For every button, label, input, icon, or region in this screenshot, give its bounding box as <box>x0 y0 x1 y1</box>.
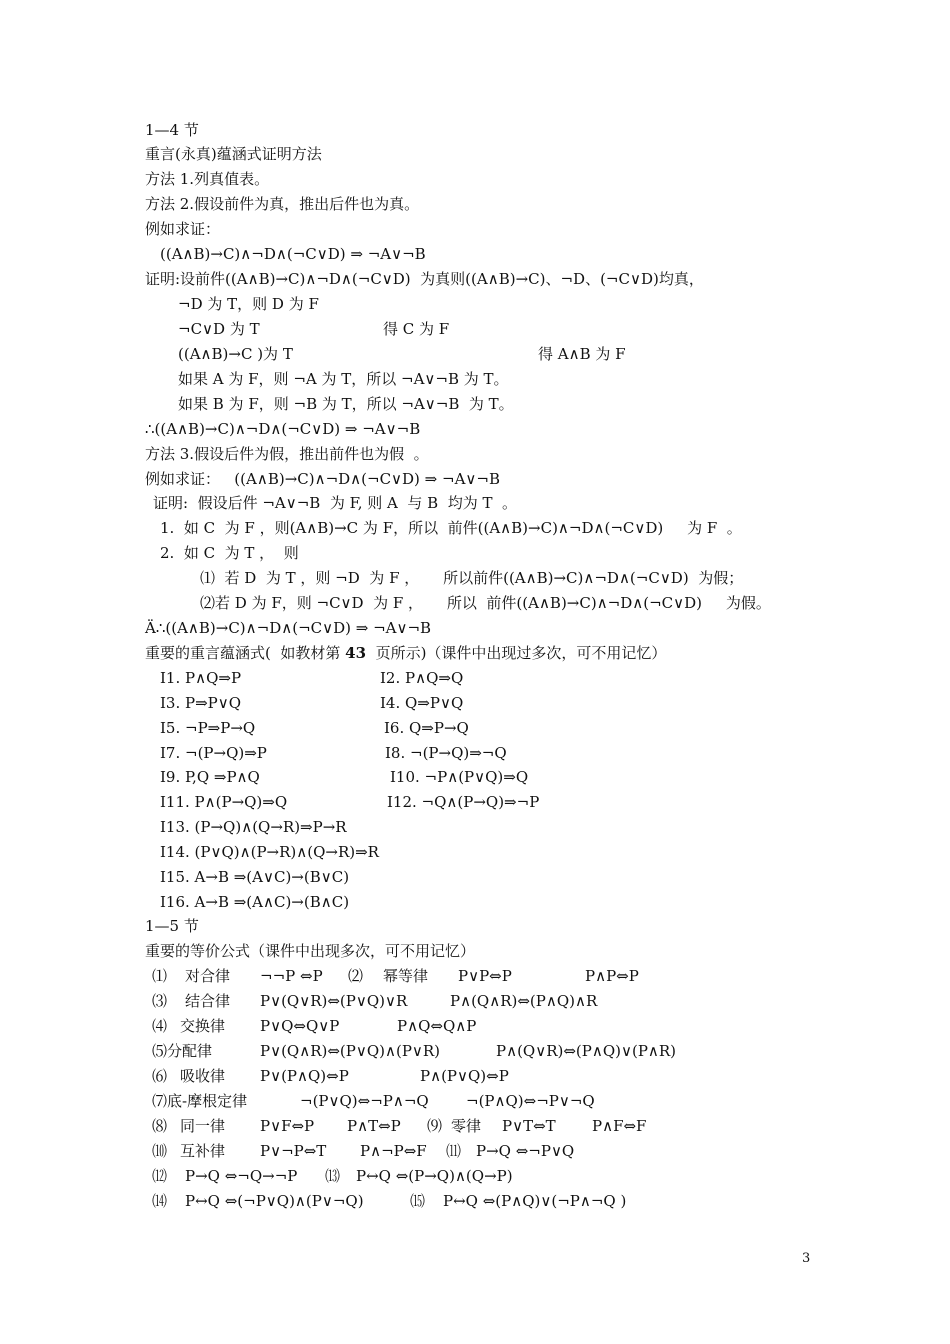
law-name: 结合律 <box>185 992 231 1010</box>
implication-item: I10. ¬P∧(P∨Q)⇒Q <box>390 768 529 786</box>
implication-item: I4. Q⇒P∨Q <box>380 694 464 712</box>
law-number: ⒂ <box>410 1192 426 1210</box>
implication-item: I9. P,Q ⇒P∧Q <box>160 768 260 786</box>
implication-item: I1. P∧Q⇒P <box>160 669 242 687</box>
conclusion-line: Ä∴((A∧B)→C)∧¬D∧(¬C∨D) ⇒ ¬A∨¬B <box>145 619 432 637</box>
law-formula: P∧T⇔P <box>347 1117 401 1135</box>
law-formula: P∨T⇔T <box>502 1117 556 1135</box>
method-2: 方法 2.假设前件为真，推出后件也为真。 <box>145 195 420 213</box>
law-formula: P→Q ⇔¬Q→¬P <box>185 1167 298 1185</box>
law-formula: P∨(P∧Q)⇔P <box>260 1067 349 1085</box>
proof-step: ¬C∨D 为 T <box>178 320 260 338</box>
law-formula: ¬(P∨Q)⇔¬P∧¬Q <box>300 1092 429 1110</box>
equivalences-heading: 重要的等价公式（课件中出现多次，可不用记忆） <box>145 942 476 960</box>
law-formula: P∧Q⇔Q∧P <box>397 1017 477 1035</box>
law-name: 互补律 <box>180 1142 226 1160</box>
law-name: 交换律 <box>180 1017 226 1035</box>
law-formula: ¬(P∧Q)⇔¬P∨¬Q <box>466 1092 595 1110</box>
law-formula: P↔Q ⇔(¬P∨Q)∧(P∨¬Q) <box>185 1192 364 1210</box>
law-formula: P∧¬P⇔F <box>360 1142 427 1160</box>
law-name: 对合律 <box>185 967 231 985</box>
proof-line: 证明: 假设后件 ¬A∨¬B 为 F, 则 A 与 B 均为 T 。 <box>153 494 518 512</box>
section-heading-1-5: 1—5 节 <box>145 917 199 935</box>
proof-step: 如果 B 为 F，则 ¬B 为 T，所以 ¬A∨¬B 为 T。 <box>178 395 514 413</box>
implication-item: I3. P⇒P∨Q <box>160 694 242 712</box>
proof-step: ¬D 为 T，则 D 为 F <box>178 295 319 313</box>
law-formula: P∧(P∨Q)⇔P <box>420 1067 509 1085</box>
implication-item: I6. Q⇒P→Q <box>384 719 469 737</box>
implication-item: I14. (P∨Q)∧(P→R)∧(Q→R)⇒R <box>160 843 379 861</box>
sub-case-item: ⑴ 若 D 为 T ，则 ¬D 为 F ， 所以前件((A∧B)→C)∧¬D∧(¬C∨D) 为假； <box>200 569 744 587</box>
law-formula: P→Q ⇔¬P∨Q <box>476 1142 575 1160</box>
law-name: ⑺底-摩根定律 <box>152 1092 248 1110</box>
law-formula: P∨(Q∧R)⇔(P∨Q)∧(P∨R) <box>260 1042 441 1060</box>
law-formula: P∨P⇔P <box>458 967 512 985</box>
implication-item: I12. ¬Q∧(P→Q)⇒¬P <box>387 793 540 811</box>
formula-line: ((A∧B)→C)∧¬D∧(¬C∨D) ⇒ ¬A∨¬B <box>160 245 426 263</box>
implication-item: I7. ¬(P→Q)⇒P <box>160 744 267 762</box>
proof-line: 证明:设前件((A∧B)→C)∧¬D∧(¬C∨D) 为真则((A∧B)→C)、¬D、(¬C∨D)均真， <box>145 270 704 288</box>
page-ref-number: 43 <box>345 644 367 662</box>
law-formula: P∨Q⇔Q∨P <box>260 1017 340 1035</box>
law-name: ⑸分配律 <box>152 1042 213 1060</box>
section-heading-1-4: 1—4 节 <box>145 121 199 139</box>
law-number: ⒀ <box>325 1167 341 1185</box>
law-formula: P∧(Q∧R)⇔(P∧Q)∧R <box>450 992 598 1010</box>
law-name: 幂等律 <box>383 967 429 985</box>
law-number: ⑻ <box>152 1117 168 1135</box>
law-number: ⑽ <box>152 1142 168 1160</box>
implication-item: I13. (P→Q)∧(Q→R)⇒P→R <box>160 818 347 836</box>
topic-title: 重言(永真)蕴涵式证明方法 <box>145 145 322 163</box>
heading-text: 重要的重言蕴涵式( 如教材第 <box>145 644 346 662</box>
implication-item: I15. A→B ⇒(A∨C)→(B∨C) <box>160 868 350 886</box>
law-number: ⑾ <box>446 1142 462 1160</box>
law-number: ⑷ <box>152 1017 168 1035</box>
implication-item: I16. A→B ⇒(A∧C)→(B∧C) <box>160 893 350 911</box>
law-formula: P∧F⇔F <box>592 1117 647 1135</box>
sub-case-item: ⑵若 D 为 F，则 ¬C∨D 为 F ， 所以 前件((A∧B)→C)∧¬D∧(¬C∨D) 为假。 <box>200 594 771 612</box>
law-formula: P↔Q ⇔(P→Q)∧(Q→P) <box>356 1167 513 1185</box>
law-number: ⑴ <box>152 967 168 985</box>
conclusion-line: ∴((A∧B)→C)∧¬D∧(¬C∨D) ⇒ ¬A∨¬B <box>145 420 421 438</box>
law-formula: P∧(Q∨R)⇔(P∧Q)∨(P∧R) <box>496 1042 677 1060</box>
example-prompt: 例如求证： <box>145 220 221 238</box>
law-number: ⑹ <box>152 1067 168 1085</box>
law-formula: P∨F⇔P <box>260 1117 315 1135</box>
proof-step: 如果 A 为 F，则 ¬A 为 T，所以 ¬A∨¬B 为 T。 <box>178 370 509 388</box>
proof-step: ((A∧B)→C )为 T <box>178 345 293 363</box>
law-number: ⑵ <box>348 967 364 985</box>
method-3: 方法 3.假设后件为假，推出前件也为假 。 <box>145 445 429 463</box>
law-formula: P∧P⇔P <box>585 967 639 985</box>
law-number: ⑶ <box>152 992 168 1010</box>
law-number: ⑼ <box>427 1117 443 1135</box>
page-number: 3 <box>802 1251 811 1266</box>
law-formula: P↔Q ⇔(P∧Q)∨(¬P∧¬Q ) <box>443 1192 627 1210</box>
implication-item: I2. P∧Q⇒Q <box>380 669 464 687</box>
proof-step-result: 得 A∧B 为 F <box>538 345 626 363</box>
law-number: ⒁ <box>152 1192 168 1210</box>
law-formula: P∨¬P⇔T <box>260 1142 327 1160</box>
case-item: 1. 如 C 为 F ，则(A∧B)→C 为 F，所以 前件((A∧B)→C)∧¬D∧(¬C∨D) 为 F 。 <box>160 519 742 537</box>
implications-heading <box>145 644 666 662</box>
example-prompt: 例如求证： ((A∧B)→C)∧¬D∧(¬C∨D) ⇒ ¬A∨¬B <box>145 470 500 488</box>
law-formula: ¬¬P ⇔P <box>260 967 323 985</box>
heading-text: 页所示)（课件中出现过多次，可不用记忆） <box>366 644 667 662</box>
implication-item: I5. ¬P⇒P→Q <box>160 719 256 737</box>
law-formula: P∨(Q∨R)⇔(P∨Q)∨R <box>260 992 408 1010</box>
case-item: 2. 如 C 为 T ， 则 <box>160 544 299 562</box>
law-number: ⑿ <box>152 1167 168 1185</box>
method-1: 方法 1.列真值表。 <box>145 170 270 188</box>
law-name: 吸收律 <box>180 1067 226 1085</box>
law-name: 同一律 <box>180 1117 226 1135</box>
law-name: 零律 <box>451 1117 482 1135</box>
implication-item: I11. P∧(P→Q)⇒Q <box>160 793 288 811</box>
proof-step-result: 得 C 为 F <box>383 320 450 338</box>
implication-item: I8. ¬(P→Q)⇒¬Q <box>385 744 507 762</box>
